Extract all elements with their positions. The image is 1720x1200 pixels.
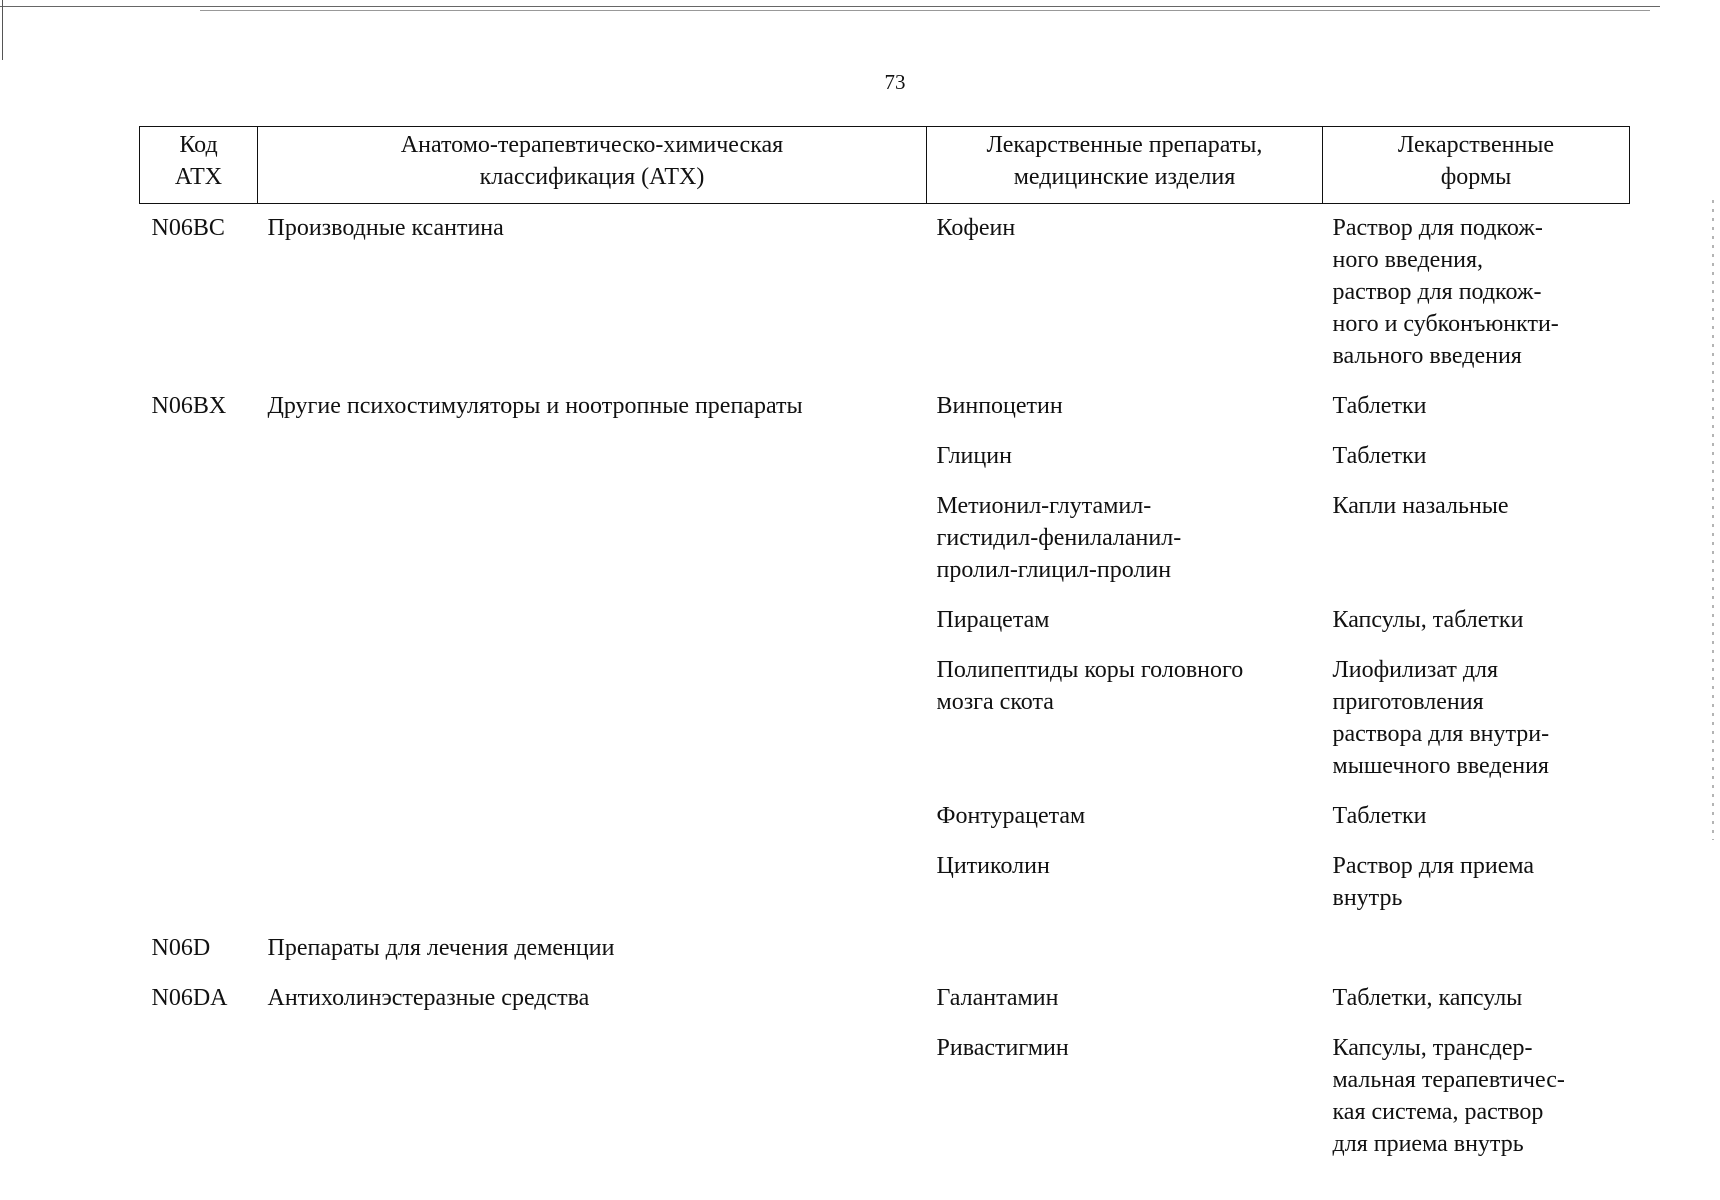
atx-code-cell: N06D [151, 935, 211, 961]
atx-code-cell [140, 1024, 258, 1170]
drug-cell [927, 924, 1323, 974]
dosage-form-cell: Таблетки, капсулы [1332, 985, 1523, 1011]
classification-cell [258, 596, 927, 646]
atx-classification-table [139, 126, 1630, 1170]
atx-code-cell: N06BX [151, 393, 227, 419]
atx-code-cell [140, 792, 258, 842]
atx-code-cell [140, 596, 258, 646]
dosage-form-cell: Капсулы, трансдер- мальная терапевтичес- кая система, раствор для приема внутрь [1332, 1035, 1565, 1157]
header-forms: Лекарственные формы [1323, 127, 1630, 204]
dosage-form-cell: Лиофилизат для приготовления раствора для внутри- мышечного введения [1332, 657, 1550, 779]
scan-edge-mark [1712, 200, 1714, 840]
classification-cell [258, 792, 927, 842]
table-row [140, 646, 1630, 792]
table-body [140, 204, 1630, 1171]
table-row [140, 596, 1630, 646]
drug-cell: Полипептиды коры головного мозга скота [936, 657, 1244, 715]
table-row [140, 924, 1630, 974]
dosage-form-cell: Капсулы, таблетки [1332, 607, 1524, 633]
drug-cell: Ривастигмин [936, 1035, 1069, 1061]
dosage-form-cell [1323, 924, 1630, 974]
header-drugs: Лекарственные препараты, медицинские изделия [927, 127, 1323, 204]
atx-code-cell [140, 646, 258, 792]
table-row [140, 204, 1630, 383]
classification-cell [258, 432, 927, 482]
drug-cell: Галантамин [936, 985, 1059, 1011]
table-row [140, 842, 1630, 924]
header-code: Код АТХ [140, 127, 258, 204]
drug-cell: Цитиколин [936, 853, 1050, 879]
table-row [140, 974, 1630, 1024]
classification-cell [258, 482, 927, 596]
scan-border-line [0, 6, 1660, 7]
table-row [140, 382, 1630, 432]
dosage-form-cell: Раствор для приема внутрь [1332, 853, 1535, 911]
atx-code-cell: N06DA [151, 985, 228, 1011]
scan-border-line [200, 10, 1650, 11]
classification-cell: Производные ксантина [267, 215, 504, 241]
dosage-form-cell: Таблетки [1332, 393, 1427, 419]
page-number: 73 [884, 70, 906, 94]
classification-cell [258, 842, 927, 924]
atx-code-cell [140, 842, 258, 924]
table-row [140, 482, 1630, 596]
classification-cell: Препараты для лечения деменции [267, 935, 615, 961]
table-row [140, 432, 1630, 482]
table-row [140, 792, 1630, 842]
drug-cell: Фонтурацетам [936, 803, 1086, 829]
atx-code-cell [140, 432, 258, 482]
drug-cell: Глицин [936, 443, 1012, 469]
atx-code-cell: N06BC [151, 215, 225, 241]
table-header [140, 127, 1630, 204]
classification-cell: Другие психостимуляторы и ноотропные препараты [267, 393, 803, 419]
classification-cell [258, 646, 927, 792]
classification-cell [258, 1024, 927, 1170]
classification-cell: Антихолинэстеразные средства [267, 985, 590, 1011]
header-row [140, 127, 1630, 204]
dosage-form-cell: Капли назальные [1332, 493, 1509, 519]
scan-edge-mark [2, 0, 3, 60]
drug-cell: Кофеин [936, 215, 1016, 241]
drug-cell: Винпоцетин [936, 393, 1063, 419]
dosage-form-cell: Таблетки [1332, 803, 1427, 829]
header-classification: Анатомо-терапевтическо-химическая классификация (АТХ) [258, 127, 927, 204]
dosage-form-cell: Таблетки [1332, 443, 1427, 469]
atx-code-cell [140, 482, 258, 596]
drug-cell: Пирацетам [936, 607, 1050, 633]
table-row [140, 1024, 1630, 1170]
dosage-form-cell: Раствор для подкож- ного введения, раствор для подкож- ного и субконъюнкти- вального введения [1332, 215, 1559, 369]
drug-cell: Метионил-глутамил- гистидил-фенилаланил- пролил-глицил-пролин [936, 493, 1182, 583]
